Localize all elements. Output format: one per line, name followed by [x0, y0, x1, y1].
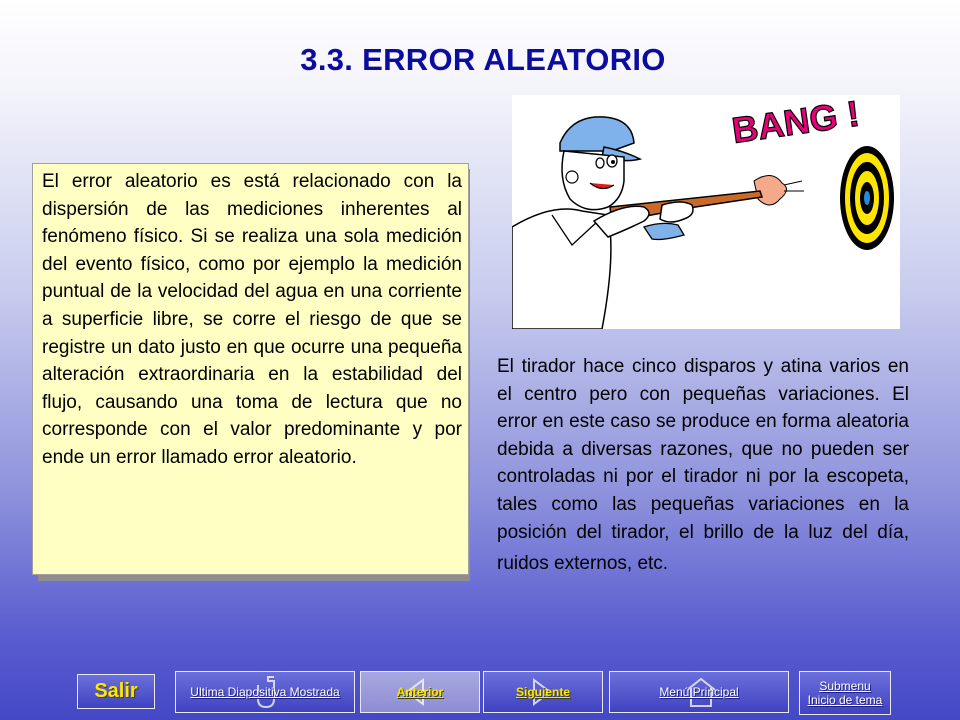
last-viewed-label: Ultima Diapositiva Mostrada — [190, 685, 340, 699]
slide-title: 3.3. ERROR ALEATORIO — [300, 42, 666, 77]
caption-main: El tirador hace cinco disparos y atina varios en el centro pero con pequeñas variaciones. El error en este caso se produce en forma aleatoria debida a diversas razones, que no pueden ser controladas ni por el tirador ni por la escopeta, tales como las pequeñas variaciones en la posición del tirador, el brillo de la luz del día, ruidos — [497, 356, 909, 575]
shooter-target-icon — [512, 95, 900, 329]
submenu-button[interactable] — [799, 671, 891, 715]
previous-button[interactable] — [360, 671, 480, 713]
main-menu-label: Menú Principal — [659, 685, 739, 699]
caption-last-line: externos, etc. — [554, 553, 669, 575]
last-viewed-button[interactable] — [175, 671, 355, 713]
exit-button[interactable]: Salir — [77, 674, 155, 709]
next-button[interactable] — [483, 671, 603, 713]
previous-label: Anterior — [396, 685, 444, 699]
definition-text-box: El error aleatorio es está relacionado con la dispersión de las mediciones inherentes al fenómeno físico. Si se realiza una sola medición del evento físico, como por ejemplo la medición puntual de la velocidad del agua en una corriente a superficie libre, se corre el riesgo de que se registre un dato justo en que ocurre una pequeña alteración extraordinaria en la estabilidad del flujo, causando una toma de lectura que no corresponde con el valor predominante y por ende un error llamado error aleatorio. — [32, 163, 469, 575]
main-menu-button[interactable] — [609, 671, 789, 713]
bang-text: BANG ! — [729, 95, 862, 151]
submenu-line2: Inicio de tema — [807, 693, 883, 707]
submenu-line1: Submenu — [819, 679, 871, 693]
target-icon — [840, 146, 894, 250]
shooter-illustration — [512, 95, 900, 329]
next-label: Siguiente — [515, 685, 570, 699]
caption-text — [497, 353, 909, 578]
